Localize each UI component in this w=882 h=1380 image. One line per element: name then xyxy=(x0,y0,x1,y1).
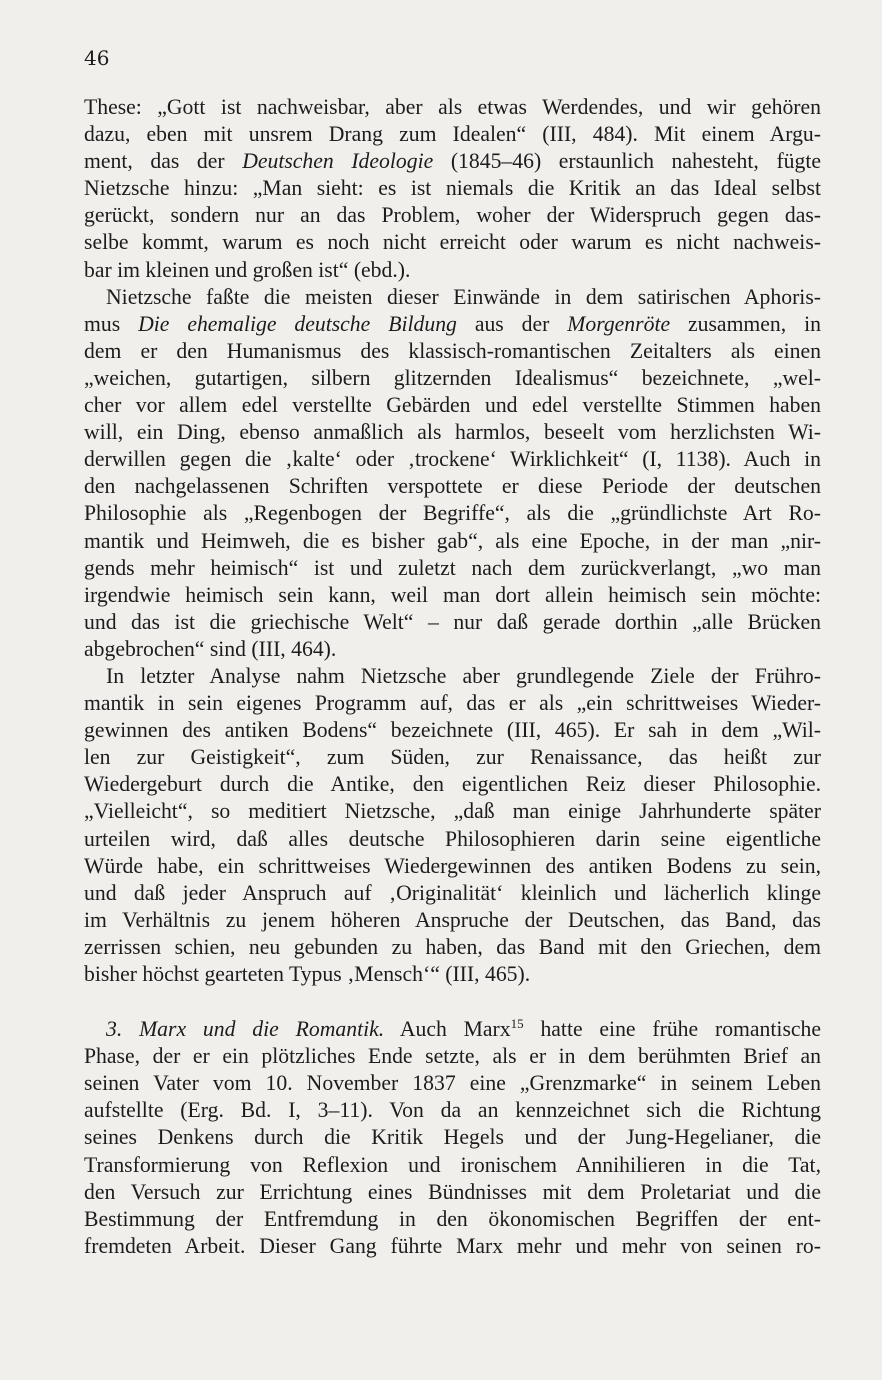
book-title: Morgenröte xyxy=(567,311,671,336)
text-run: aus der xyxy=(456,311,568,336)
book-title: Deutschen Ideologie xyxy=(242,149,434,174)
text-line: irgendwie heimisch sein kann, weil man dort allein heimisch sein möchte: xyxy=(84,582,821,607)
section-gap xyxy=(84,988,821,1016)
text-line: will, ein Ding, ebenso anmaßlich als harmlos, beseelt vom herzlichsten Wi- xyxy=(84,420,821,445)
text-line: „Vielleicht“, so meditiert Nietzsche, „daß man einige Jahrhunderte später xyxy=(84,799,821,824)
text-line: Philosophie als „Regenbogen der Begriffe“, als die „gründlichste Art Ro- xyxy=(84,501,821,526)
text-line: und daß jeder Anspruch auf ‚Originalität‘ kleinlich und lächerlich klinge xyxy=(84,880,821,905)
text-line: dazu, eben mit unsrem Drang zum Idealen“ (III, 484). Mit einem Argu- xyxy=(84,122,821,147)
text-run: zusammen, in xyxy=(670,311,821,336)
text-line: gends mehr heimisch“ ist und zuletzt nach dem zurückverlangt, „wo man xyxy=(84,555,821,580)
text-line: „weichen, gutartigen, silbern glitzernden Idealismus“ bezeichnete, „wel- xyxy=(84,365,821,390)
text-line: mantik in sein eigenes Programm auf, das er als „ein schrittweises Wieder- xyxy=(84,691,821,716)
text-line: gerückt, sondern nur an das Problem, woher der Widerspruch gegen das- xyxy=(84,203,821,228)
text-line: abgebrochen“ sind (III, 464). xyxy=(84,636,337,661)
text-line: Nietzsche faßte die meisten dieser Einwände in dem satirischen Aphoris- xyxy=(106,284,821,309)
text-line: len zur Geistigkeit“, zum Süden, zur Renaissance, das heißt zur xyxy=(84,745,821,770)
body-text xyxy=(84,94,821,1260)
text-line xyxy=(84,1016,821,1043)
text-line xyxy=(84,148,821,175)
text-line: derwillen gegen die ‚kalte‘ oder ‚trockene‘ Wirklichkeit“ (I, 1138). Auch in xyxy=(84,447,821,472)
text-line: gewinnen des antiken Bodens“ bezeichnete (III, 465). Er sah in dem „Wil- xyxy=(84,718,821,743)
text-run: Auch Marx xyxy=(384,1017,511,1042)
text-line: These: „Gott ist nachweisbar, aber als etwas Werdendes, und wir gehören xyxy=(84,95,821,119)
paragraph-1 xyxy=(84,94,821,284)
text-line: Bestimmung der Entfremdung in den ökonomischen Begriffen der ent- xyxy=(84,1206,821,1231)
text-line: Phase, der er ein plötzliches Ende setzte, als er in dem berühmten Brief an xyxy=(84,1044,821,1069)
text-line: dem er den Humanismus des klassisch-romantischen Zeitalters als einen xyxy=(84,338,821,363)
text-line: bisher höchst gearteten Typus ‚Mensch‘“ (III, 465). xyxy=(84,962,531,986)
text-line: Transformierung von Reflexion und ironischem Annihilieren in die Tat, xyxy=(84,1152,821,1177)
text-line: selbe kommt, warum es noch nicht erreicht oder warum es nicht nachweis- xyxy=(84,230,821,255)
footnote-ref[interactable]: 15 xyxy=(510,1016,524,1032)
text-line: Nietzsche hinzu: „Man sieht: es ist niemals die Kritik an das Ideal selbst xyxy=(84,176,821,201)
text-line: fremdeten Arbeit. Dieser Gang führte Marx mehr und mehr von seinen ro- xyxy=(84,1233,821,1258)
page-number: 46 xyxy=(84,46,110,70)
text-line: mantik und Heimweh, die es bisher gab“, als eine Epoche, in der man „nir- xyxy=(84,528,821,553)
text-line xyxy=(84,311,821,338)
text-line: und das ist die griechische Welt“ – nur daß gerade dorthin „alle Brücken xyxy=(84,609,821,634)
text-line: den nachgelassenen Schriften verspottete er diese Periode der deutschen xyxy=(84,474,821,499)
book-title: Die ehemalige deutsche Bildung xyxy=(138,311,457,336)
text-run: (1845–46) erstaunlich nahesteht, fügte xyxy=(433,149,822,174)
text-line: bar im kleinen und großen ist“ (ebd.). xyxy=(84,257,411,282)
text-run: ment, das der xyxy=(84,149,243,174)
text-run: mus xyxy=(84,311,139,336)
text-line: zerrissen schien, neu gebunden zu haben, das Band mit den Griechen, dem xyxy=(84,934,821,959)
text-line: aufstellte (Erg. Bd. I, 3–11). Von da an kennzeichnet sich die Richtung xyxy=(84,1098,821,1123)
text-line: den Versuch zur Errichtung eines Bündnisses mit dem Proletariat und die xyxy=(84,1179,821,1204)
text-line: urteilen wird, daß alles deutsche Philosophieren darin seine eigentliche xyxy=(84,826,821,851)
text-line: seinen Vater vom 10. November 1837 eine „Grenzmarke“ in seinem Leben xyxy=(84,1071,821,1096)
text-run: hatte eine frühe romantische xyxy=(523,1017,821,1042)
paragraph-2 xyxy=(84,284,821,663)
paragraph-4 xyxy=(84,1016,821,1260)
text-line: Würde habe, ein schrittweises Wiedergewinnen des antiken Bodens zu sein, xyxy=(84,853,821,878)
section-heading: 3. Marx und die Romantik. xyxy=(106,1017,385,1042)
text-line: In letzter Analyse nahm Nietzsche aber grundlegende Ziele der Frühro- xyxy=(106,663,821,688)
paragraph-3 xyxy=(84,663,821,988)
text-line: Wiedergeburt durch die Antike, den eigentlichen Reiz dieser Philosophie. xyxy=(84,772,821,797)
text-line: cher vor allem edel verstellte Gebärden und edel verstellte Stimmen haben xyxy=(84,393,821,418)
text-line: seines Denkens durch die Kritik Hegels und der Jung-Hegelianer, die xyxy=(84,1125,821,1150)
text-line: im Verhältnis zu jenem höheren Anspruche der Deutschen, das Band, das xyxy=(84,907,821,932)
